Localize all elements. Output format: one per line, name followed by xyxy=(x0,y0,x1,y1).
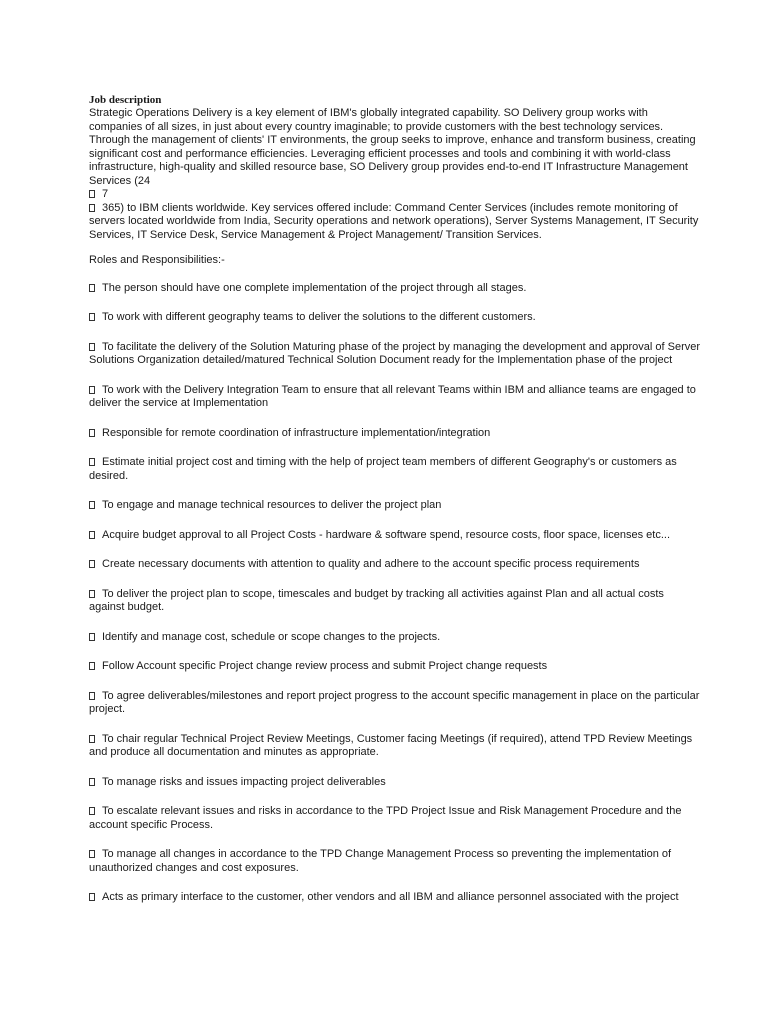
responsibility-first-line xyxy=(89,660,725,674)
bullet-glyph-icon xyxy=(89,386,95,394)
responsibility-item xyxy=(89,733,725,760)
responsibility-text: Identify and manage cost, schedule or scope changes to the projects. xyxy=(102,630,441,643)
bullet-glyph-icon xyxy=(89,204,95,212)
responsibility-first-line xyxy=(89,733,725,747)
bullet-glyph-icon xyxy=(89,807,95,815)
responsibility-text: Follow Account specific Project change review process and submit Project change requests xyxy=(102,660,548,672)
bullet-glyph-icon xyxy=(89,893,95,901)
bullet-glyph-icon xyxy=(89,560,95,568)
intro-line: 7 xyxy=(102,188,109,200)
responsibility-first-line xyxy=(89,690,725,704)
bullet-glyph-icon xyxy=(89,501,95,509)
responsibility-item xyxy=(89,427,725,441)
responsibility-text: To escalate relevant issues and risks in accordance to the TPD Project Issue and Risk Management Procedure and the xyxy=(102,805,682,817)
responsibility-item xyxy=(89,660,725,674)
responsibilities-list xyxy=(89,282,725,905)
intro-line: 365) to IBM clients worldwide. Key services offered include: Command Center Services (includes remote monitoring of xyxy=(102,201,678,214)
intro-line: Services (24 xyxy=(89,174,151,187)
bullet-glyph-icon xyxy=(89,190,95,198)
document-title: Job description xyxy=(89,94,162,106)
intro-line: Services, IT Service Desk, Service Management & Project Management/ Transition Services. xyxy=(89,228,542,241)
responsibility-text: and produce all documentation and minutes as appropriate. xyxy=(89,746,379,758)
responsibility-item xyxy=(89,311,725,325)
responsibility-first-line xyxy=(89,499,725,513)
responsibility-text: Estimate initial project cost and timing with the help of project team members of different Geography's or customers as xyxy=(102,456,677,468)
responsibility-item xyxy=(89,631,725,645)
responsibility-text: Acts as primary interface to the customer, other vendors and all IBM and alliance personnel associated with the project xyxy=(102,891,679,903)
intro-line: Strategic Operations Delivery is a key element of IBM's globally integrated capability. SO Delivery group works with xyxy=(89,107,648,119)
intro-line-bullet xyxy=(89,202,725,216)
responsibility-item xyxy=(89,529,725,543)
responsibility-item xyxy=(89,690,725,717)
responsibility-first-line xyxy=(89,456,725,470)
responsibility-first-line xyxy=(89,805,725,819)
responsibility-first-line xyxy=(89,282,725,296)
responsibility-first-line xyxy=(89,341,725,355)
bullet-glyph-icon xyxy=(89,662,95,670)
bullet-glyph-icon xyxy=(89,284,95,292)
intro-line: servers located worldwide from India, Security operations and network operations), Server Systems Management, IT Security xyxy=(89,215,699,227)
responsibility-item xyxy=(89,805,725,832)
responsibility-item xyxy=(89,282,725,296)
responsibility-first-line xyxy=(89,529,725,543)
responsibility-item xyxy=(89,341,725,368)
bullet-glyph-icon xyxy=(89,692,95,700)
intro-line: Through the management of clients' IT environments, the group seeks to improve, enhance and transform business, creating xyxy=(89,134,696,146)
bullet-glyph-icon xyxy=(89,735,95,743)
bullet-glyph-icon xyxy=(89,850,95,858)
responsibility-first-line xyxy=(89,848,725,862)
responsibility-text: To manage risks and issues impacting project deliverables xyxy=(102,775,386,788)
document-body xyxy=(89,94,725,905)
responsibility-item xyxy=(89,384,725,411)
responsibility-first-line xyxy=(89,384,725,398)
intro-line-bullet xyxy=(89,188,725,202)
intro-line: companies of all sizes, in just about every country imaginable; to provide customers with the best technology services. xyxy=(89,120,664,133)
responsibility-text: Acquire budget approval to all Project Costs - hardware & software spend, resource costs, floor space, licenses etc... xyxy=(102,528,670,541)
responsibility-text: unauthorized changes and cost exposures. xyxy=(89,861,299,874)
bullet-glyph-icon xyxy=(89,778,95,786)
bullet-glyph-icon xyxy=(89,343,95,351)
responsibility-text: project. xyxy=(89,703,126,715)
bullet-glyph-icon xyxy=(89,633,95,641)
responsibility-first-line xyxy=(89,588,725,602)
responsibility-text: To deliver the project plan to scope, timescales and budget by tracking all activities against Plan and all actual costs xyxy=(102,587,664,600)
responsibility-text: To facilitate the delivery of the Solution Maturing phase of the project by managing the development and approval of Server xyxy=(102,340,701,353)
responsibility-text: account specific Process. xyxy=(89,818,214,831)
intro-paragraph xyxy=(89,107,725,242)
responsibility-text: To agree deliverables/milestones and report project progress to the account specific management in place on the particular xyxy=(102,689,700,702)
responsibility-text: To manage all changes in accordance to the TPD Change Management Process so preventing the implementation of xyxy=(102,848,672,860)
responsibility-first-line xyxy=(89,311,725,325)
responsibility-text: against budget. xyxy=(89,601,165,613)
intro-line: significant cost and performance efficiencies. Leveraging efficient processes and tools and combining it with world-class xyxy=(89,147,671,160)
responsibility-first-line xyxy=(89,891,725,905)
responsibility-text: The person should have one complete implementation of the project through all stages. xyxy=(102,281,527,294)
responsibility-text: deliver the service at Implementation xyxy=(89,397,269,409)
responsibility-text: To work with different geography teams to deliver the solutions to the different customers. xyxy=(102,311,536,323)
responsibility-text: To work with the Delivery Integration Team to ensure that all relevant Teams within IBM and alliance teams are engaged to xyxy=(102,383,696,396)
responsibility-item xyxy=(89,848,725,875)
responsibility-first-line xyxy=(89,776,725,790)
bullet-glyph-icon xyxy=(89,313,95,321)
responsibility-item xyxy=(89,776,725,790)
roles-heading: Roles and Responsibilities:- xyxy=(89,254,225,266)
bullet-glyph-icon xyxy=(89,531,95,539)
responsibility-text: To engage and manage technical resources to deliver the project plan xyxy=(102,499,442,511)
bullet-glyph-icon xyxy=(89,429,95,437)
responsibility-item xyxy=(89,499,725,513)
responsibility-item xyxy=(89,588,725,615)
responsibility-first-line xyxy=(89,427,725,441)
responsibility-text: Create necessary documents with attention to quality and adhere to the account specific process requirements xyxy=(102,558,640,570)
responsibility-text: To chair regular Technical Project Review Meetings, Customer facing Meetings (if required), attend TPD Review Meetings xyxy=(102,732,693,745)
bullet-glyph-icon xyxy=(89,590,95,598)
responsibility-item xyxy=(89,456,725,483)
bullet-glyph-icon xyxy=(89,458,95,466)
responsibility-first-line xyxy=(89,631,725,645)
responsibility-text: desired. xyxy=(89,469,129,482)
responsibility-item xyxy=(89,891,725,905)
intro-line: infrastructure, high-quality and skilled resource base, SO Delivery group provides end-to-end IT Infrastructure Management xyxy=(89,161,688,173)
responsibility-text: Solutions Organization detailed/matured Technical Solution Document ready for the Implementation phase of the project xyxy=(89,354,673,366)
responsibility-first-line xyxy=(89,558,725,572)
responsibility-text: Responsible for remote coordination of infrastructure implementation/integration xyxy=(102,426,491,439)
responsibility-item xyxy=(89,558,725,572)
